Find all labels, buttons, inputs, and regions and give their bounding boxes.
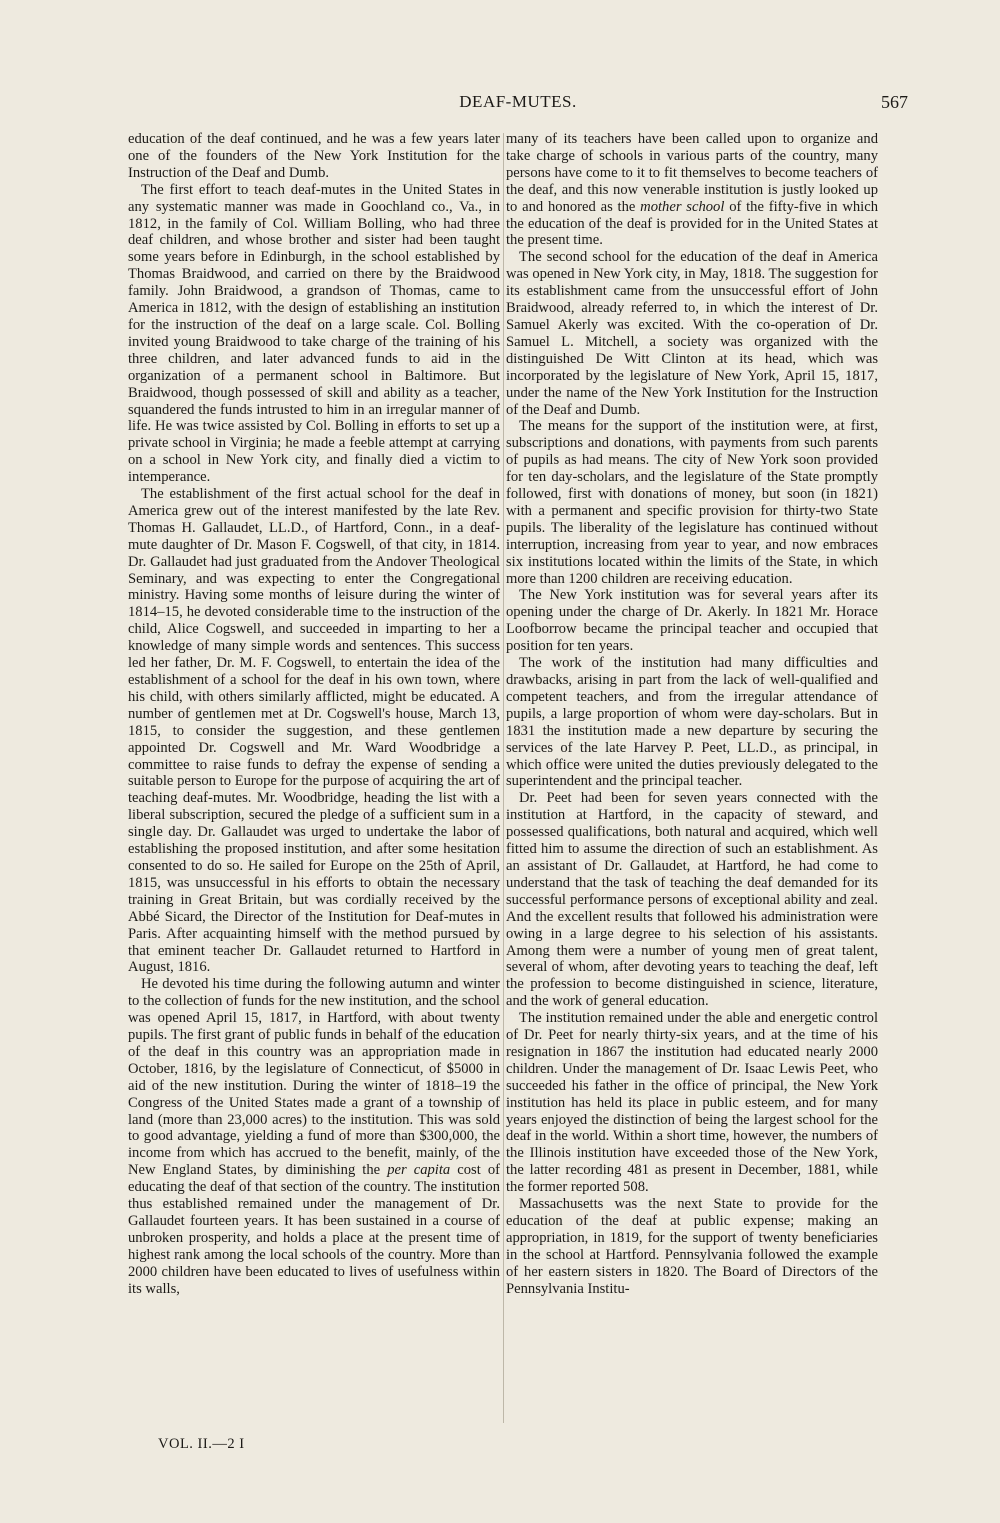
paragraph: The institution remained under the able and energetic control of Dr. Peet for nearly thirty-six years, and at the time of his resignation in 1867 the institution had educated nearly 2000 children. Under the management of Dr. Isaac Lewis Peet, who succeeded his father in the office of principal, the New York institution has held its place in public esteem, and for many years enjoyed the distinction of being the largest school for the deaf in the world. Within a short time, however, the numbers of the Illinois institution have exceeded those of the New York, the latter recording 481 as present in December, 1881, while the former reported 508. (506, 1010, 878, 1196)
paragraph-text: cost of educating the deaf of that section of the country. The institution thus established remained under the management of Dr. Gallaudet fourteen years. It has been sustained in a course of unbroken prosperity, and holds a place at the present time of highest rank among the local schools of the country. More than 2000 children have been educated to lives of usefulness within its walls, (128, 1162, 500, 1297)
paragraph: Dr. Peet had been for seven years connected with the institution at Hartford, in the capacity of steward, and possessed qualifications, both natural and acquired, which well fitted him to assume the direction of such an establishment. As an assistant of Dr. Gallaudet, at Hartford, he had come to understand that the task of teaching the deaf demanded for its successful performance persons of exceptional ability and zeal. And the excellent results that followed his administration were owing in a large degree to his selection of his assistants. Among them were a number of young men of great talent, several of whom, after devoting years to teaching the deaf, left the profession to become distinguished in science, literature, and the work of general education. (506, 790, 878, 1010)
paragraph: The first effort to teach deaf-mutes in the United States in any systematic manner was made in Goochland co., Va., in 1812, in the family of Col. William Bolling, who had three deaf children, and whose brother and sister had been taught some years before in Edinburgh, in the school established by Thomas Braidwood, and carried on there by the Braidwood family. John Braidwood, a grandson of Thomas, came to America in 1812, with the design of establishing an institution for the instruction of the deaf on a large scale. Col. Bolling invited young Braidwood to take charge of the training of his three children, and later advanced funds to aid in the organization of a permanent school in Baltimore. But Braidwood, though possessed of skill and ability as a teacher, squandered the funds intrusted to him in an irregular manner of life. He was twice assisted by Col. Bolling in efforts to set up a private school in Virginia; he made a feeble attempt at carrying on a school in New York city, and finally died a victim to intemperance. (128, 181, 500, 486)
paragraph-text: many of its teachers have been called upon to organize and take charge of schools in various parts of the country, many persons have come to it to fit themselves to become teachers of the deaf, and this now venerable institution is justly looked up to and honored as the (506, 131, 878, 215)
italic-term: mother school (640, 198, 725, 215)
italic-term: per capita (387, 1162, 451, 1179)
paragraph: Massachusetts was the next State to provide for the education of the deaf at public expense; making an appropriation, in 1819, for the support of twenty beneficiaries in the school at Hartford. Pennsylvania followed the example of her eastern sisters in 1820. The Board of Directors of the Pennsylvania Institu- (506, 1196, 878, 1297)
paragraph: The second school for the education of the deaf in America was opened in New York city, in May, 1818. The suggestion for its establishment came from the unsuccessful effort of John Braidwood, already referred to, in which the interest of Dr. Samuel Akerly was excited. With the co-operation of Dr. Samuel L. Mitchell, a society was organized with the distinguished De Witt Clinton at its head, which was incorporated by the legislature of New York, April 15, 1817, under the name of the New York Institution for the Instruction of the Deaf and Dumb. (506, 249, 878, 418)
paragraph-text: He devoted his time during the following autumn and winter to the collection of funds for the new institution, and the school was opened April 15, 1817, in Hartford, with about twenty pupils. The first grant of public funds in behalf of the education of the deaf in this country was an appropriation made in October, 1816, by the legislature of Connecticut, of $5000 in aid of the new institution. During the winter of 1818–19 the Congress of the United States made a grant of a township of land (more than 23,000 acres) to the institution. This was sold to good advantage, yielding a fund of more than $300,000, the income from which has accrued to the benefit, mainly, of the New England States, by diminishing the (128, 976, 500, 1179)
column-divider (503, 133, 504, 1423)
paragraph: The establishment of the first actual school for the deaf in America grew out of the interest manifested by the late Rev. Thomas H. Gallaudet, LL.D., of Hartford, Conn., in a deaf-mute daughter of Dr. Mason F. Cogswell, of that city, in 1814. Dr. Gallaudet had just graduated from the Andover Theological Seminary, and was expecting to enter the Congregational ministry. Having some months of leisure during the winter of 1814–15, he devoted considerable time to the instruction of the child, Alice Cogswell, and succeeded in imparting to her a knowledge of many simple words and sentences. This success led her father, Dr. M. F. Cogswell, to entertain the idea of the establishment of a school for the deaf in his own town, where his child, with others similarly afflicted, might be educated. A number of gentlemen met at Dr. Cogswell's house, March 13, 1815, to consider the suggestion, and these gentlemen appointed Dr. Cogswell and Mr. Ward Woodbridge a committee to raise funds to defray the expense of sending a suitable person to Europe for the purpose of acquiring the art of teaching deaf-mutes. Mr. Woodbridge, heading the list with a liberal subscription, secured the pledge of a sufficient sum in a single day. Dr. Gallaudet was urged to undertake the labor of establishing the proposed institution, and after some hesitation consented to do so. He sailed for Europe on the 25th of April, 1815, was unsuccessful in his efforts to obtain the necessary training in Great Britain, but was cordially received by the Abbé Sicard, the Director of the Institution for Deaf-mutes in Paris. After acquainting himself with the method pursued by that eminent teacher Dr. Gallaudet returned to Hartford in August, 1816. (128, 486, 500, 976)
paragraph: The means for the support of the institution were, at first, subscriptions and donations, with payments from such parents of pupils as had means. The city of New York soon provided for ten day-scholars, and the legislature of the State promptly followed, first with donations of money, but soon (in 1821) with a permanent and specific provision for thirty-two State pupils. The liberality of the legislature has continued without interruption, increasing from year to year, and now embraces six institutions located within the limits of the State, in which more than 1200 children are receiving education. (506, 418, 878, 587)
page-header (128, 92, 908, 118)
paragraph (128, 976, 500, 1297)
right-column (506, 131, 878, 1298)
paragraph: education of the deaf continued, and he was a few years later one of the founders of the New York Institution for the Instruction of the Deaf and Dumb. (128, 131, 500, 181)
left-column (128, 131, 500, 1298)
paragraph-text: of the fifty-five in which the education of the deaf is provided for in the United States at the present time. (506, 198, 878, 249)
page-number: 567 (881, 92, 908, 112)
paragraph (506, 131, 878, 249)
running-head: DEAF-MUTES. (459, 92, 577, 111)
paragraph: The New York institution was for several years after its opening under the charge of Dr. Akerly. In 1821 Mr. Horace Loofborrow became the principal teacher and occupied that position for ten years. (506, 587, 878, 655)
paragraph: The work of the institution had many difficulties and drawbacks, arising in part from the lack of well-qualified and competent teachers, and from the irregular attendance of pupils, a large proportion of whom were day-scholars. But in 1831 the institution made a new departure by securing the services of the late Harvey P. Peet, LL.D., as principal, in which office were united the duties previously delegated to the superintendent and the principal teacher. (506, 655, 878, 790)
signature-mark: VOL. II.—2 I (158, 1436, 245, 1452)
